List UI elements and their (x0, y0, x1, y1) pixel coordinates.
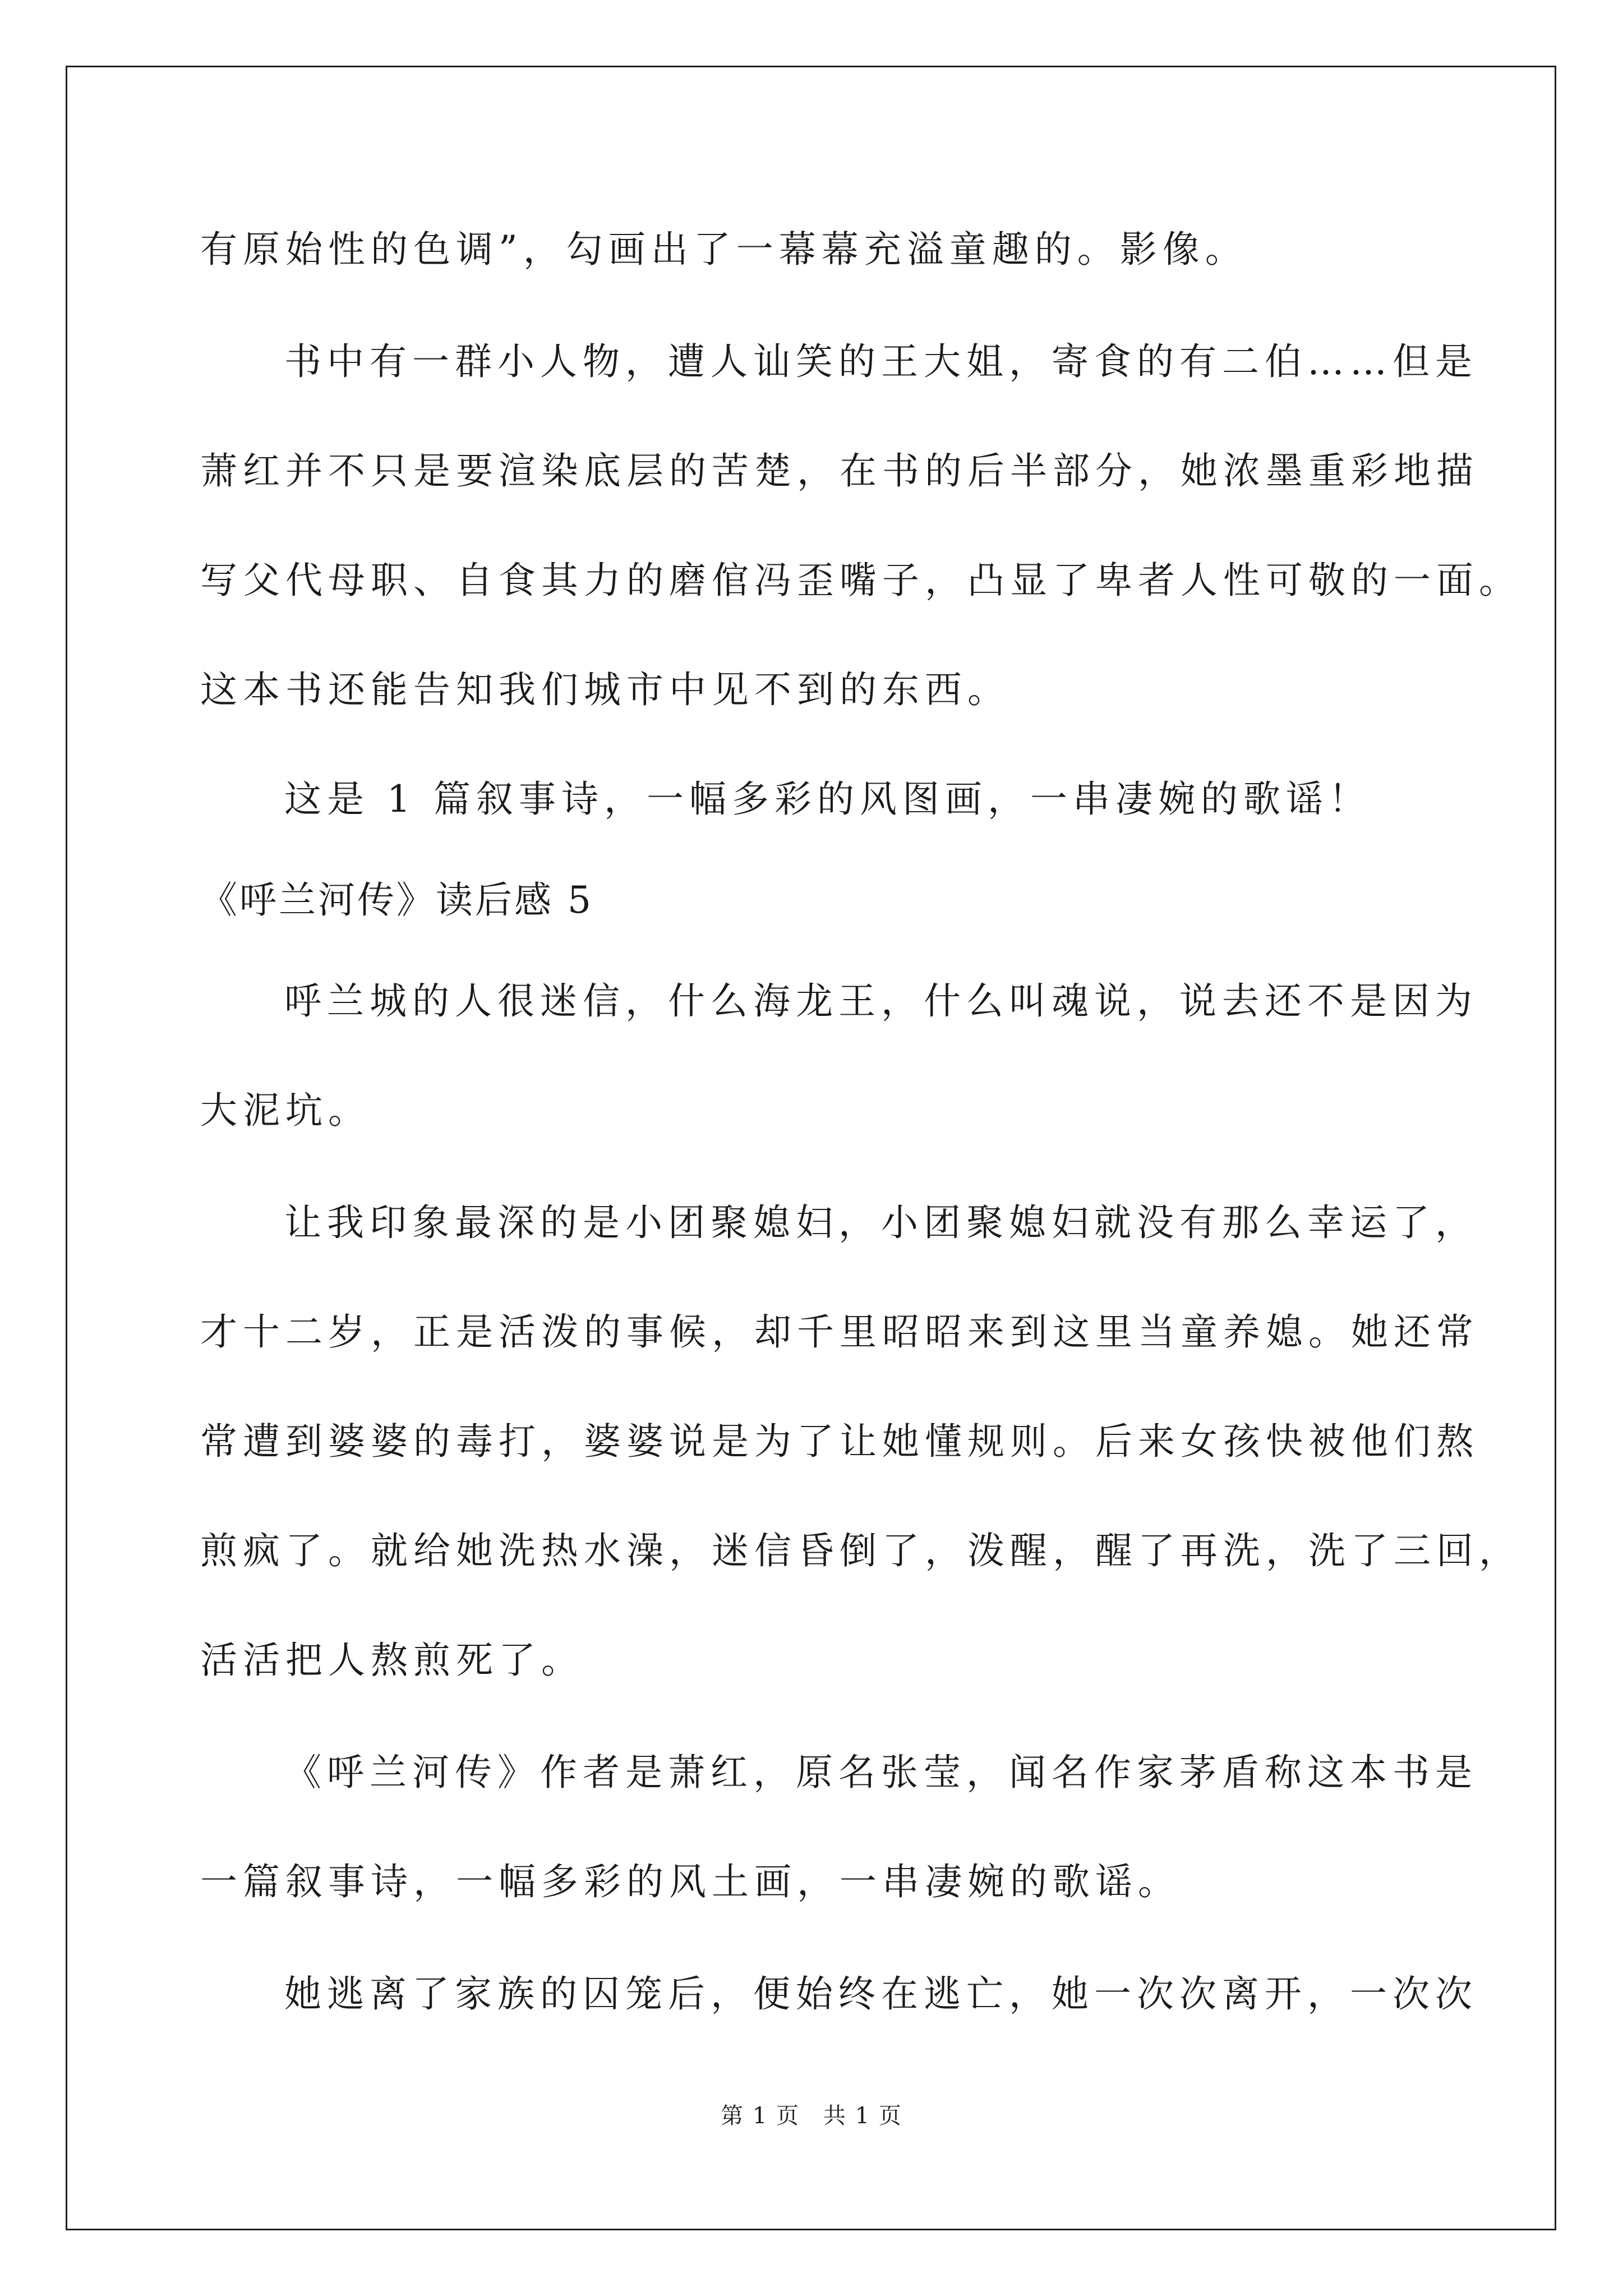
page-border (66, 66, 1556, 2230)
text-line: 让我印象最深的是小团聚媳妇，小团聚媳妇就没有那么幸运了， (284, 1201, 1478, 1244)
text-line: 有原始性的色调”，勾画出了一幕幕充溢童趣的。影像。 (200, 228, 1248, 271)
text-line: 书中有一群小人物，遭人讪笑的王大姐，寄食的有二伯……但是 (284, 340, 1478, 383)
text-line: 这是 1 篇叙事诗，一幅多彩的风图画，一串凄婉的歌谣！ (284, 777, 1371, 821)
text-line: 萧红并不只是要渲染底层的苦楚，在书的后半部分，她浓墨重彩地描 (200, 449, 1479, 493)
text-line: 写父代母职、自食其力的磨倌冯歪嘴子，凸显了卑者人性可敬的一面。 (200, 559, 1521, 602)
text-line: 活活把人熬煎死了。 (200, 1639, 584, 1682)
text-line: 呼兰城的人很迷信，什么海龙王，什么叫魂说，说去还不是因为 (284, 979, 1478, 1023)
text-line: 这本书还能告知我们城市中见不到的东西。 (200, 668, 1010, 711)
text-line: 大泥坑。 (200, 1089, 371, 1132)
text-line: 常遭到婆婆的毒打，婆婆说是为了让她懂规则。后来女孩快被他们熬 (200, 1420, 1479, 1463)
section-heading: 《呼兰河传》读后感 5 (200, 878, 593, 922)
text-line: 一篇叙事诗，一幅多彩的风土画，一串凄婉的歌谣。 (200, 1860, 1181, 1903)
page-number: 第 1 页 共 1 页 (721, 2103, 902, 2129)
text-line: 才十二岁，正是活泼的事候，却千里昭昭来到这里当童养媳。她还常 (200, 1310, 1479, 1354)
text-line: 她逃离了家族的囚笼后，便始终在逃亡，她一次次离开，一次次 (284, 1972, 1478, 2016)
text-line: 《呼兰河传》作者是萧红，原名张莹，闻名作家茅盾称这本书是 (284, 1751, 1478, 1794)
text-line: 煎疯了。就给她洗热水澡，迷信昏倒了，泼醒，醒了再洗，洗了三回， (200, 1529, 1521, 1572)
